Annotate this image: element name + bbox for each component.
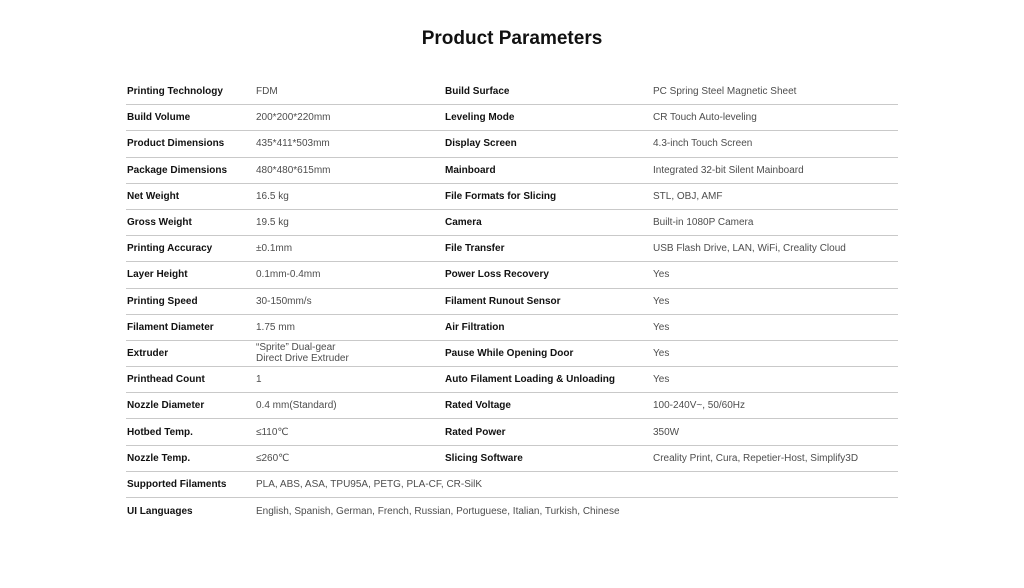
param-value: 0.4 mm(Standard) <box>256 400 337 412</box>
table-row <box>126 79 898 105</box>
param-label: Printing Accuracy <box>127 243 213 255</box>
param-label: Gross Weight <box>127 217 192 229</box>
param-value: ≤110℃ <box>256 426 289 438</box>
param-label: Build Surface <box>445 86 510 98</box>
param-value <box>256 341 441 366</box>
param-label: Air Filtration <box>445 321 505 333</box>
param-label: Layer Height <box>127 269 188 281</box>
table-row <box>126 367 898 393</box>
param-label: Camera <box>445 217 482 229</box>
param-label: Pause While Opening Door <box>445 347 574 359</box>
param-label: Printing Speed <box>127 295 198 307</box>
page-title: Product Parameters <box>421 28 603 49</box>
param-label: Build Volume <box>127 112 191 124</box>
param-label: UI Languages <box>127 505 193 517</box>
param-label: Filament Runout Sensor <box>445 295 561 307</box>
param-label: Mainboard <box>445 164 496 176</box>
param-label: Filament Diameter <box>127 321 214 333</box>
param-value-line: Direct Drive Extruder <box>256 353 349 365</box>
param-value: 1 <box>256 374 262 386</box>
param-label: Product Dimensions <box>127 138 225 150</box>
param-value: Creality Print, Cura, Repetier-Host, Simplify3D <box>653 452 859 464</box>
param-value: 100-240V~, 50/60Hz <box>653 400 746 412</box>
param-value: Built-in 1080P Camera <box>653 217 754 229</box>
table-row <box>126 446 898 472</box>
table-row <box>126 184 898 210</box>
table-row <box>126 262 898 288</box>
param-value: English, Spanish, German, French, Russian, Portuguese, Italian, Turkish, Chinese <box>256 505 620 517</box>
param-label: Printing Technology <box>127 86 223 98</box>
param-label: Nozzle Diameter <box>127 400 205 412</box>
param-label: File Transfer <box>445 243 505 255</box>
param-value: CR Touch Auto-leveling <box>653 112 757 124</box>
param-value: 4.3-inch Touch Screen <box>653 138 753 150</box>
param-label: Slicing Software <box>445 452 523 464</box>
param-label: Power Loss Recovery <box>445 269 549 281</box>
table-row <box>126 210 898 236</box>
param-value: 0.1mm-0.4mm <box>256 269 321 281</box>
table-row <box>126 341 898 367</box>
param-value: Yes <box>653 347 670 359</box>
param-value: ≤260℃ <box>256 452 290 464</box>
param-value: Yes <box>653 321 670 333</box>
param-value: FDM <box>256 86 278 98</box>
param-label: Package Dimensions <box>127 164 228 176</box>
param-label: Supported Filaments <box>127 478 227 490</box>
param-label: Rated Voltage <box>445 400 511 412</box>
param-value: 200*200*220mm <box>256 112 331 124</box>
param-value: 16.5 kg <box>256 190 289 202</box>
param-value: 480*480*615mm <box>256 164 331 176</box>
param-label: Printhead Count <box>127 374 205 386</box>
param-label: Display Screen <box>445 138 517 150</box>
table-row <box>126 236 898 262</box>
param-label: Nozzle Temp. <box>127 452 191 464</box>
param-label: Hotbed Temp. <box>127 426 193 438</box>
table-row <box>126 393 898 419</box>
param-value: Yes <box>653 295 670 307</box>
param-value: USB Flash Drive, LAN, WiFi, Creality Cloud <box>653 243 846 255</box>
param-value: STL, OBJ, AMF <box>653 190 723 202</box>
table-row <box>126 498 898 524</box>
param-value: Yes <box>653 269 670 281</box>
param-value-line: “Sprite” Dual-gear <box>256 342 336 354</box>
table-row <box>126 315 898 341</box>
param-value: Yes <box>653 374 670 386</box>
table-row <box>126 289 898 315</box>
table-row <box>126 105 898 131</box>
param-label: Net Weight <box>127 190 180 202</box>
table-row <box>126 472 898 498</box>
param-label: File Formats for Slicing <box>445 190 557 202</box>
param-value: 30-150mm/s <box>256 295 312 307</box>
param-label: Rated Power <box>445 426 506 438</box>
table-row <box>126 158 898 184</box>
param-value: 1.75 mm <box>256 321 295 333</box>
param-value: 19.5 kg <box>256 217 289 229</box>
param-value: 350W <box>653 426 680 438</box>
param-value: PLA, ABS, ASA, TPU95A, PETG, PLA-CF, CR-SilK <box>256 478 483 490</box>
param-label: Leveling Mode <box>445 112 515 124</box>
param-value: PC Spring Steel Magnetic Sheet <box>653 86 797 98</box>
param-value: ±0.1mm <box>256 243 293 255</box>
param-label: Extruder <box>127 347 169 359</box>
param-value: 435*411*503mm <box>256 138 330 150</box>
param-value: Integrated 32-bit Silent Mainboard <box>653 164 804 176</box>
parameters-table <box>126 79 898 524</box>
table-row <box>126 131 898 157</box>
param-label: Auto Filament Loading & Unloading <box>445 374 615 386</box>
table-row <box>126 419 898 445</box>
